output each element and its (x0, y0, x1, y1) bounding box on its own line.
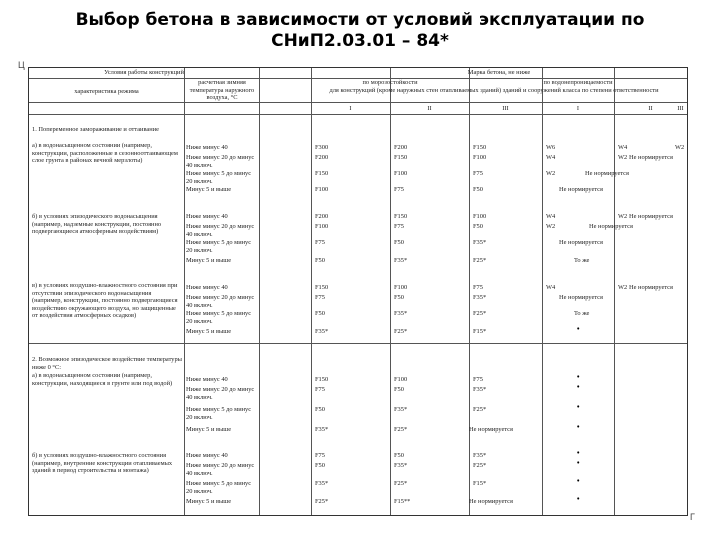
value-cell: F50 (315, 406, 325, 413)
value-cell: F35* (394, 462, 408, 469)
temp-cell: Минус 5 и выше (186, 257, 232, 264)
value-cell: F150 (315, 284, 329, 291)
value-cell: W2 (546, 223, 556, 230)
value-cell: F75 (394, 223, 404, 230)
header-temperature: расчетная зимняя температура наружного воздуха, °С (189, 79, 255, 102)
dot-mark: • (577, 496, 580, 503)
value-cell: Не нормируется (469, 426, 513, 433)
dot-mark: • (577, 424, 580, 431)
value-cell: F100 (315, 186, 329, 193)
temp-cell: Минус 5 и выше (186, 186, 232, 193)
temp-cell: Ниже минус 5 до минус 20 включ. (186, 406, 252, 421)
value-cell: F35* (394, 257, 408, 264)
value-cell: F35* (315, 480, 329, 487)
scanned-table (28, 67, 688, 516)
value-cell: Не нормируется (629, 284, 673, 291)
grid-line (184, 68, 185, 515)
header-grade: Марка бетона, не ниже (467, 69, 531, 76)
value-cell: F75 (315, 239, 325, 246)
value-cell: W2 (618, 284, 628, 291)
temp-cell: Ниже минус 5 до минус 20 включ. (186, 480, 252, 495)
value-cell: F50 (394, 386, 404, 393)
value-cell: F100 (473, 213, 487, 220)
temp-cell: Ниже минус 20 до минус 40 включ. (186, 462, 255, 477)
value-cell: F50 (394, 239, 404, 246)
value-cell: F35* (394, 310, 408, 317)
header-col-6: III (677, 105, 684, 112)
value-cell: F35* (473, 452, 487, 459)
value-cell: W4 (546, 154, 556, 161)
value-cell: F50 (315, 310, 325, 317)
temp-cell: Ниже минус 5 до минус 20 включ. (186, 239, 252, 254)
dot-mark: • (577, 404, 580, 411)
value-cell: F25* (315, 498, 329, 505)
value-cell: F50 (473, 223, 483, 230)
value-cell: F150 (315, 170, 329, 177)
grid-line (29, 102, 687, 103)
value-cell: W2 (675, 144, 685, 151)
value-cell: W4 (546, 213, 556, 220)
temp-cell: Ниже минус 40 (186, 452, 228, 459)
value-cell: F50 (394, 452, 404, 459)
corner-mark-right: Г (690, 512, 695, 522)
header-conditions: Условия работы конструкций (104, 69, 184, 76)
header-class-note: для конструкций (кроме наружных стен отапливаемых зданий) зданий и сооружений класса по степени ответственности (329, 87, 659, 94)
value-cell: F25* (394, 426, 408, 433)
value-cell: Не нормируется (585, 170, 629, 177)
header-water: по водонепроницаемости (543, 79, 613, 86)
value-cell: F150 (394, 213, 408, 220)
slide-title (0, 10, 720, 52)
value-cell: F100 (394, 170, 408, 177)
grid-line (390, 68, 391, 515)
section-2-description: 2. Возможное эпизодическое воздействие температуры ниже 0 °С: (32, 356, 182, 371)
value-cell: F35* (473, 386, 487, 393)
value-cell: F50 (315, 257, 325, 264)
temp-cell: Ниже минус 20 до минус 40 включ. (186, 154, 255, 169)
value-cell: Не нормируется (559, 239, 603, 246)
header-col-1: I (349, 105, 352, 112)
value-cell: F50 (315, 462, 325, 469)
value-cell: F75 (315, 452, 325, 459)
value-cell: W2 (618, 154, 628, 161)
value-cell: Не нормируется (469, 498, 513, 505)
value-cell: Не нормируется (559, 294, 603, 301)
value-cell: W6 (546, 144, 556, 151)
grid-line (614, 68, 615, 515)
dot-mark: • (577, 326, 580, 333)
value-cell: F35* (315, 426, 329, 433)
value-cell: F25* (473, 257, 487, 264)
header-col-2: II (427, 105, 432, 112)
grid-line (259, 68, 260, 515)
value-cell: Не нормируется (629, 213, 673, 220)
value-cell: F35* (315, 328, 329, 335)
temp-cell: Ниже минус 5 до минус 20 включ. (186, 310, 252, 325)
value-cell: F150 (315, 376, 329, 383)
temp-cell: Минус 5 и выше (186, 426, 232, 433)
section-2a-description: а) в водонасыщенном состоянии (например, конструкции, находящиеся в грунте или под водой) (32, 372, 173, 387)
value-cell: F35* (473, 294, 487, 301)
value-cell: W2 (546, 170, 556, 177)
dot-mark: • (577, 478, 580, 485)
value-cell: F100 (394, 284, 408, 291)
grid-line (542, 68, 543, 515)
value-cell: F25* (394, 328, 408, 335)
value-cell: F100 (394, 376, 408, 383)
section-2b-description: б) в условиях воздушно-влажностного состояния (например, внутренние конструкции отапливаемых зданий в период строительства и монтажа) (32, 452, 173, 475)
dot-mark: • (577, 374, 580, 381)
temp-cell: Ниже минус 40 (186, 376, 228, 383)
value-cell: F75 (473, 170, 483, 177)
header-col-3: III (502, 105, 509, 112)
title-line-2: СНиП2.03.01 – 84* (271, 31, 449, 51)
temp-cell: Ниже минус 5 до минус 20 включ. (186, 170, 252, 185)
section-1c-description: в) в условиях воздушно-влажностного состояния при отсутствии эпизодического водонасыщения (например, конструкции, постоянно подвергающиеся воздействию окружающего воздуха, но защищенные от воздействия атмосферных осадков) (32, 282, 178, 320)
temp-cell: Ниже минус 20 до минус 40 включ. (186, 294, 255, 309)
grid-line (29, 343, 687, 344)
value-cell: F200 (315, 154, 329, 161)
temp-cell: Ниже минус 20 до минус 40 включ. (186, 386, 255, 401)
value-cell: F25* (394, 480, 408, 487)
temp-cell: Ниже минус 20 до минус 40 включ. (186, 223, 255, 238)
value-cell: Не нормируется (589, 223, 633, 230)
title-line-1: Выбор бетона в зависимости от условий эксплуатации по (75, 10, 645, 30)
temp-cell: Минус 5 и выше (186, 498, 232, 505)
section-1b-description: б) в условиях эпизодического водонасыщения (например, надземные конструкции, постоянно подвергающиеся атмосферным воздействиям) (32, 213, 162, 236)
value-cell: F75 (473, 376, 483, 383)
value-cell: F300 (315, 144, 329, 151)
value-cell: Не нормируется (629, 154, 673, 161)
value-cell: F100 (473, 154, 487, 161)
header-characteristic: характеристика режима (74, 88, 139, 95)
value-cell: То же (574, 257, 590, 264)
value-cell: То же (574, 310, 590, 317)
value-cell: W4 (618, 144, 628, 151)
temp-cell: Ниже минус 40 (186, 144, 228, 151)
dot-mark: • (577, 450, 580, 457)
value-cell: F100 (315, 223, 329, 230)
value-cell: F15** (394, 498, 411, 505)
value-cell: F25* (473, 462, 487, 469)
value-cell: W4 (546, 284, 556, 291)
value-cell: F200 (315, 213, 329, 220)
value-cell: F150 (473, 144, 487, 151)
value-cell: F50 (394, 294, 404, 301)
temp-cell: Ниже минус 40 (186, 213, 228, 220)
corner-mark-left: Ц (18, 60, 25, 70)
value-cell: F35* (473, 239, 487, 246)
value-cell: F75 (394, 186, 404, 193)
section-1-description: 1. Попеременное замораживание и оттаивание (32, 126, 159, 133)
header-col-4: I (576, 105, 580, 112)
value-cell: F75 (473, 284, 483, 291)
value-cell: F75 (315, 386, 325, 393)
value-cell: F15* (473, 480, 487, 487)
header-col-5: II (648, 105, 653, 112)
dot-mark: • (577, 384, 580, 391)
grid-line (311, 68, 312, 515)
temp-cell: Минус 5 и выше (186, 328, 232, 335)
value-cell: F35* (394, 406, 408, 413)
temp-cell: Ниже минус 40 (186, 284, 228, 291)
value-cell: F50 (473, 186, 483, 193)
header-frost: по морозостойкости (362, 79, 418, 86)
value-cell: F15* (473, 328, 487, 335)
dot-mark: • (577, 460, 580, 467)
value-cell: F75 (315, 294, 325, 301)
grid-line (469, 68, 470, 515)
value-cell: F200 (394, 144, 408, 151)
section-1a-description: а) в водонасыщенном состоянии (например, конструкции, расположенные в сезоннооттаивающем слое грунта в районах вечной мерзлоты) (32, 142, 178, 165)
value-cell: F25* (473, 310, 487, 317)
grid-line (29, 114, 687, 115)
value-cell: W2 (618, 213, 628, 220)
value-cell: F150 (394, 154, 408, 161)
value-cell: Не нормируется (559, 186, 603, 193)
value-cell: F25* (473, 406, 487, 413)
